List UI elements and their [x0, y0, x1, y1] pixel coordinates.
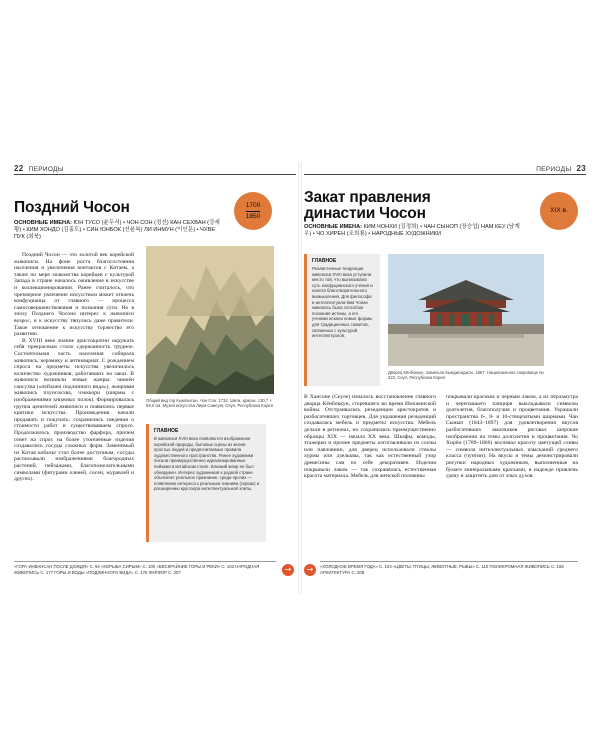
- left-date-end: 1850: [245, 212, 261, 220]
- right-body-column-2: [446, 394, 578, 480]
- right-body-paragraph: В Хансоне (Сеуле) началось восстановление главного дворца Кёнбоккун, сгоревшего во время Имчжинской войны. Отстраивались резиденции аристократов и разбогатевших торговцев. Для украшения резиденций создавалась мебель и предметы искусства. Мебель делали в регионах, но сохранились преимущественно образцы XIX — начала XX века. Шкафы, комоды, этажерки и прочие предметы изготавливали из сосны или павловнии, для дверец использовали стволы хурмы или дзельквы, так как естественный узор древесины сам по себе декоративен. Изделия покрывали лаком — так сохранялась естественная красота материала. Мебель для женской половины: [304, 394, 436, 480]
- left-head-rule: [14, 174, 296, 175]
- left-body-paragraph: Поздний Чосон — это золотой век корейской живописи. На фоне роста благосостояния населения и увеличения контактов с Китаем, а также по мере знакомства корейцев с культурой Запада в стране началось оживление в искусстве и коллекционировании. Ранее считалось, что чрезмерное увлечение искусством может отвлечь конфуцианца от главного — процесса самосовершенствования и познания сути. Но в эпоху Позднего Чосона интерес к живописи возрос, и к искусству тянулись даже правители. Такое отношение к искусству торжество его развитию.: [14, 252, 134, 338]
- right-page-number: 23: [576, 164, 586, 173]
- left-page-number: 22: [14, 164, 24, 173]
- right-box-text: Реалистичные тенденции живописи XVIII века уступили место той, что выписывала суть конфуцианского учения и налета благотворительного вымышления. Для философа и интеллектуала Ким Чонхи живопись была способом познания истины, а его ученики искали новые формы для традиционных сюжетов, связанных с культурой интеллектуалов.: [312, 266, 373, 339]
- right-page: [304, 162, 586, 594]
- right-footer-crossrefs: [320, 564, 578, 576]
- right-image-caption: Дворец Кёнбоккун, павильон Кынджонджон. 1867. Национальное сокровище № 223, Сеул, Республика Корея: [388, 370, 544, 381]
- left-box-text: В живописи XVIII века появляются изображения корейской природы, бытовые сцены из жизни простых людей и предпочитаемые правила художественного пространства. Ранее художники писали преимущественно идеализированные пейзажи в китайском стиле. Близкий жанр не был обнаружен. Интерес художников к родной стране объясняет реальное признание, среди прочих — появлению интереса к реальным знаниям (сирхак) и расширению кругозора интеллектуальной элиты.: [154, 436, 260, 492]
- left-names-label: ОСНОВНЫЕ ИМЕНА:: [14, 220, 72, 226]
- book-spread: [14, 162, 586, 594]
- right-date-badge: [540, 192, 578, 230]
- left-page: [14, 162, 296, 594]
- left-title: Поздний Чосон: [14, 199, 130, 216]
- right-body-paragraph: покрывали красным и черным лаком, а из перламутра и черепашьего панциря выкладывали символы долголетия, благополучия и процветания. Украшали пространство 6-, 8- и 10-створчатыми ширмами. Чан Сынып (1843–1897) для удовлетворения вкусов разбогатевших заказчиков рисовал широкие изображения на темы долголетия и процветания. Чо Хирён (1789–1866) воспевал красоту цветущей сливы — символа интеллектуальных изысканий среднего класса (чунгин). На вкусы и темы демонстрировали рисунки народных художников, выполненные на бумаге минеральными красками, в надежде привлечь удачу и защитить дом от злых духов.: [446, 394, 578, 480]
- right-body-column-1: [304, 394, 436, 480]
- right-names-label: ОСНОВНЫЕ ИМЕНА:: [304, 224, 362, 230]
- left-body-column: [14, 252, 134, 483]
- left-date-start: 1700: [245, 201, 261, 209]
- arrow-right-icon[interactable]: →: [304, 564, 316, 576]
- palace-image: [388, 254, 544, 366]
- right-footer-text: «ХОЛОДНОЕ ВРЕМЯ ГОДА» С. 104 «ЦВЕТЫ, ПТИЦЫ, ЖИВОТНЫЕ, РЫБЫ» С. 110 ПОЛИХРОМНАЯ ЖИВОПИСЬ С. 168 АРХИТЕКТУРА С. 208: [320, 564, 564, 575]
- book-gutter: [298, 162, 302, 594]
- left-names-list: ЮН ТУСО (윤두서) • ЧОН СОН (정선) КАН СЕХВАН (강세황) • КИМ ХОНДО (김홍도) • СИН ЮНБОК (신윤복) ЛИ ИНМУН (이인문) • ЧХВЕ ПУК (최북): [14, 220, 220, 241]
- right-running-title: ПЕРИОДЫ: [536, 166, 572, 173]
- palace-photo-icon: [388, 254, 544, 366]
- right-key-names: [304, 224, 524, 238]
- right-title-line1: Закат правления: [304, 189, 431, 206]
- left-image-caption: Общий вид гор Кымгансан. Чон Сон. 1734. Шелк, краски. 130,7 × 59,0 см. Музей искусства Лиум Самсунг, Сеул, Республика Корея: [146, 398, 273, 409]
- left-key-names: [14, 220, 224, 242]
- right-date-label: XIX в.: [550, 207, 568, 214]
- left-body-paragraph: В XVIII веке знание аристократии окружать себя прекрасным стало сдержанность трудное. Состоятельная часть населения собирала живопись, керамику и антиквариат. С рождением спроса на предметы искусства увеличилось количество художников, работавших на заказ. В живописи возникли новые жанры: чинкён сансухва («пейзажи подлинного вида»), жанровая живопись пхунсокхва, чэкккори (ширмы с изображениями книжных полок). Формировалась группа ценителей живописи и появились первые критики искусства. Произведения начали продавать и покупать: сохранились сведения о стоимости работ и существовавшем спросе. Продолжилось производство фарфора, причем ответ на спрос на более утонченные изделия создавались сосуды сложных форм. Заменимый из Китая кобальт стал более доступным, сосуды расписывали изображениями благородных растений, пейзажами, благопожелательными символами (фигурами оленей, сосен, журавлей и других).: [14, 337, 134, 483]
- mountain-painting-icon: [146, 246, 274, 394]
- left-running-title: ПЕРИОДЫ: [28, 166, 64, 173]
- left-box-heading: ГЛАВНОЕ: [154, 428, 179, 434]
- right-running-head: [536, 164, 586, 173]
- right-footer-rule: [320, 561, 578, 562]
- left-footer-text: «ГОРА ИНВАНСАН ПОСЛЕ ДОЖДЯ» С. 94 «КОРЫБА СИРЫМ» С. 100 «БЕСКРАЙНИЕ ГОРЫ И РЕКИ» С. 102 НАРОДНАЯ ЖИВОПИСЬ С. 177 ГОРЫ И ВОДЫ «ПОДЛИННОГО ВИДА» С. 176 ФАРФОР С. 207: [14, 564, 260, 575]
- date-divider: [246, 211, 260, 212]
- left-summary-box: [146, 424, 266, 542]
- painting-image: [146, 246, 274, 394]
- left-footer-crossrefs: [14, 564, 276, 576]
- left-date-badge: [234, 192, 272, 230]
- left-running-head: [14, 164, 64, 173]
- arrow-right-icon[interactable]: →: [282, 564, 294, 576]
- right-summary-box: [304, 254, 380, 386]
- left-footer-rule: [14, 561, 276, 562]
- right-box-heading: ГЛАВНОЕ: [312, 258, 337, 264]
- right-head-rule: [304, 174, 586, 175]
- right-names-list: КИМ ЧОНХИ (김정희) • ЧАН СЫНОП (장승업) НАМ КЕУ (남계우) • ЧО ХИРЕН (조희룡) • НАРОДНЫЕ ХУДОЖНИКИ: [304, 224, 520, 238]
- right-title: [304, 190, 431, 222]
- right-title-line2: династии Чосон: [304, 205, 426, 222]
